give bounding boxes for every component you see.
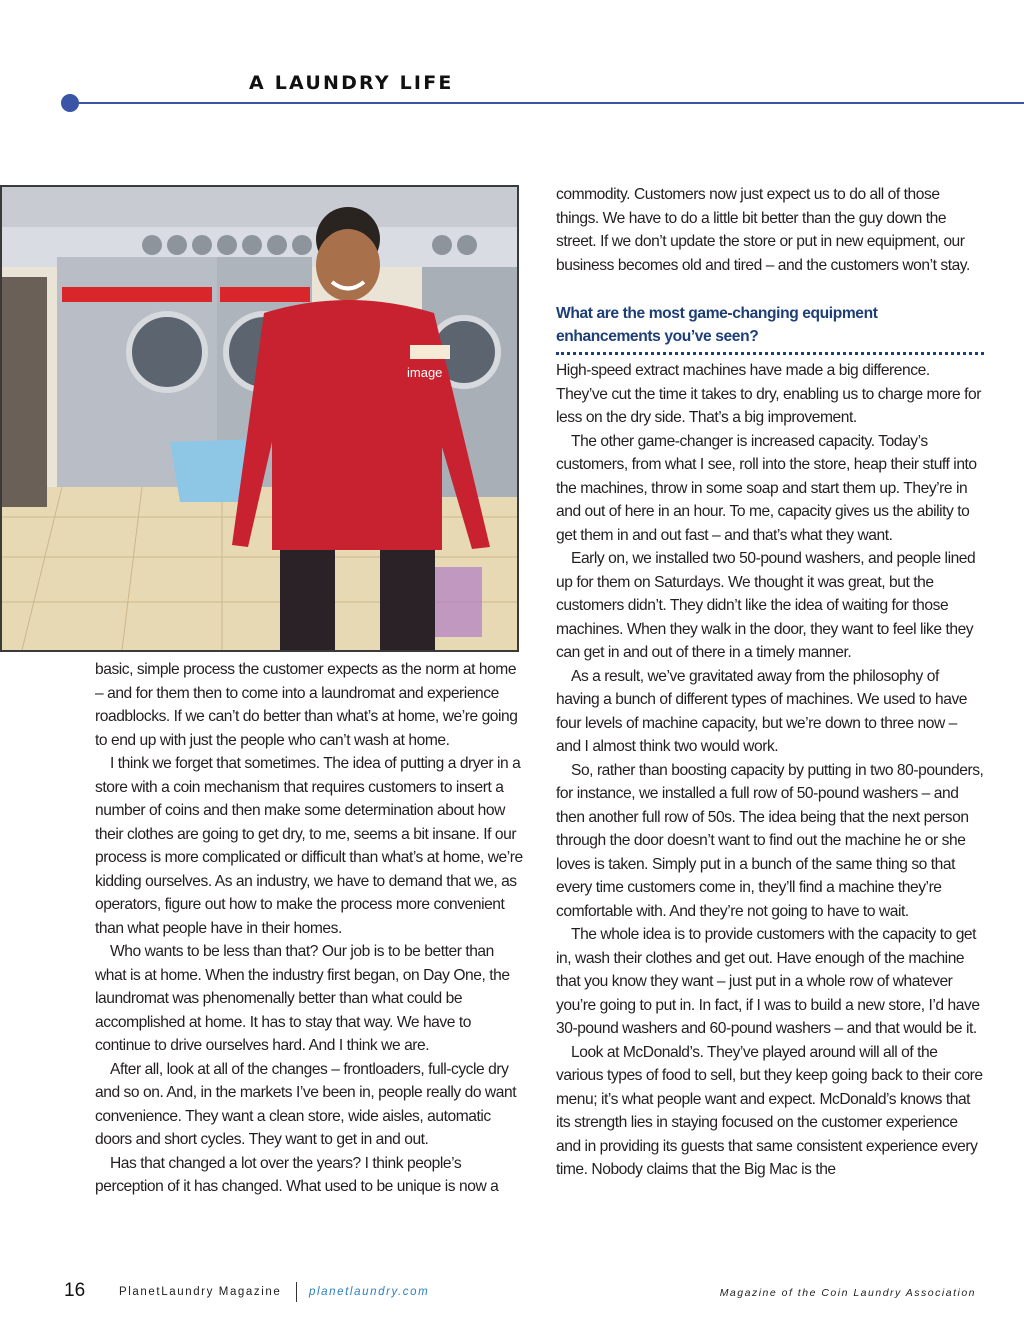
article-paragraph: I think we forget that sometimes. The idea of putting a dryer in a store with a coin mechanism that requires customers to insert a number of coins and then make some determination about how their clothes are going to get dry, to me, seems a bit insane. If our process is more complicated or difficult than what’s at home, we’re kidding ourselves. As an industry, we have to demand that we, as operators, figure out how to make the process more convenient than what people have in their homes. [95,755,523,937]
article-paragraph: Look at McDonald’s. They’ve played around will all of the various types of food to sell, but they keep going back to their core menu; it’s what people want and expect. McDonald’s knows that its strength lies in staying focused on the customer experience and in providing its guests that same consistent experience every time. Nobody claims that the Big Mac is the [556,1043,983,1178]
interview-question: What are the most game-changing equipment enhancements you’ve seen? [556,302,984,355]
article-left-column [95,658,523,1199]
footer-url-link[interactable]: planetlaundry.com [309,1286,430,1298]
article-paragraph: Who wants to be less than that? Our job is to be better than what is at home. When the industry first began, on Day One, the laundromat was phenomenally better than what could be accomplished at home. It has to stay that way. We have to continue to drive ourselves hard. And I think we are. [95,943,510,1054]
footer-association: Magazine of the Coin Laundry Association [719,1287,976,1299]
article-paragraph: commodity. Customers now just expect us to do all of those things. We have to do a little bit better than the guy down the street. If we don’t update the store or put in new equipment, our business becomes old and tired – and the customers won’t stay. [556,186,970,274]
article-paragraph: So, rather than boosting capacity by putting in two 80-pounders, for instance, we installed a full row of 50-pound washers – and then another full row of 50s. The idea being that the next person through the door doesn’t want to find out the machine he or she loves is taken. Simply put in a bunch of the same thing so that every time customers come in, they’ll find a machine they’re comfortable with. And they’re not going to have to wait. [556,761,984,920]
footer-divider [296,1282,297,1302]
photo-illustration [2,187,517,650]
apron-logo: image [407,365,443,380]
article-paragraph: Early on, we installed two 50-pound washers, and people lined up for them on Saturdays. We thought it was great, but the customers didn’t. They didn’t like the idea of waiting for those machines. When they walk in the door, they want to feel like they can get in and out of there in a timely manner. [556,550,976,661]
footer-magazine-name: PlanetLaundry Magazine [119,1286,282,1298]
article-paragraph: basic, simple process the customer expects as the norm at home – and for them then to come into a laundromat and experience roadblocks. If we can’t do better than what’s at home, we’re going to end up with just the people who can’t wash at home. [95,661,518,749]
article-paragraph: The whole idea is to provide customers with the capacity to get in, wash their clothes and get out. Have enough of the machine that you know they want – just put in a whole row of whatever you’re going to put in. In fact, if I was to build a new store, I’d have 30-pound washers and 60-pound washers – and that would be it. [556,926,980,1037]
page-number: 16 [64,1280,86,1301]
article-paragraph: After all, look at all of the changes – frontloaders, full-cycle dry and so on. And, in the markets I’ve been in, people really do want convenience. They want a clean store, wide aisles, automatic doors and short cycles. They want to get in and out. [95,1060,517,1148]
article-paragraph: Has that changed a lot over the years? I think people’s perception of it has changed. What used to be unique is now a [95,1154,499,1195]
article-paragraph: As a result, we’ve gravitated away from the philosophy of having a bunch of different types of machines. We used to have four levels of machine capacity, but we’re down to three now – and I almost think two would work. [556,667,968,755]
article-paragraph: High-speed extract machines have made a big difference. They’ve cut the time it takes to dry, enabling us to charge more for less on the dry side. That’s a big improvement. [556,362,982,426]
header-rule [70,102,1024,104]
section-title: A LAUNDRY LIFE [249,72,454,94]
laundromat-photo [0,185,519,652]
article-right-column [556,183,984,1182]
article-paragraph: The other game-changer is increased capacity. Today’s customers, from what I see, roll into the store, heap their stuff into the machines, throw in some soap and start them up. They’re in and out of here in an hour. To me, capacity gives us the ability to get them in and out fast – and that’s what they want. [556,432,977,544]
